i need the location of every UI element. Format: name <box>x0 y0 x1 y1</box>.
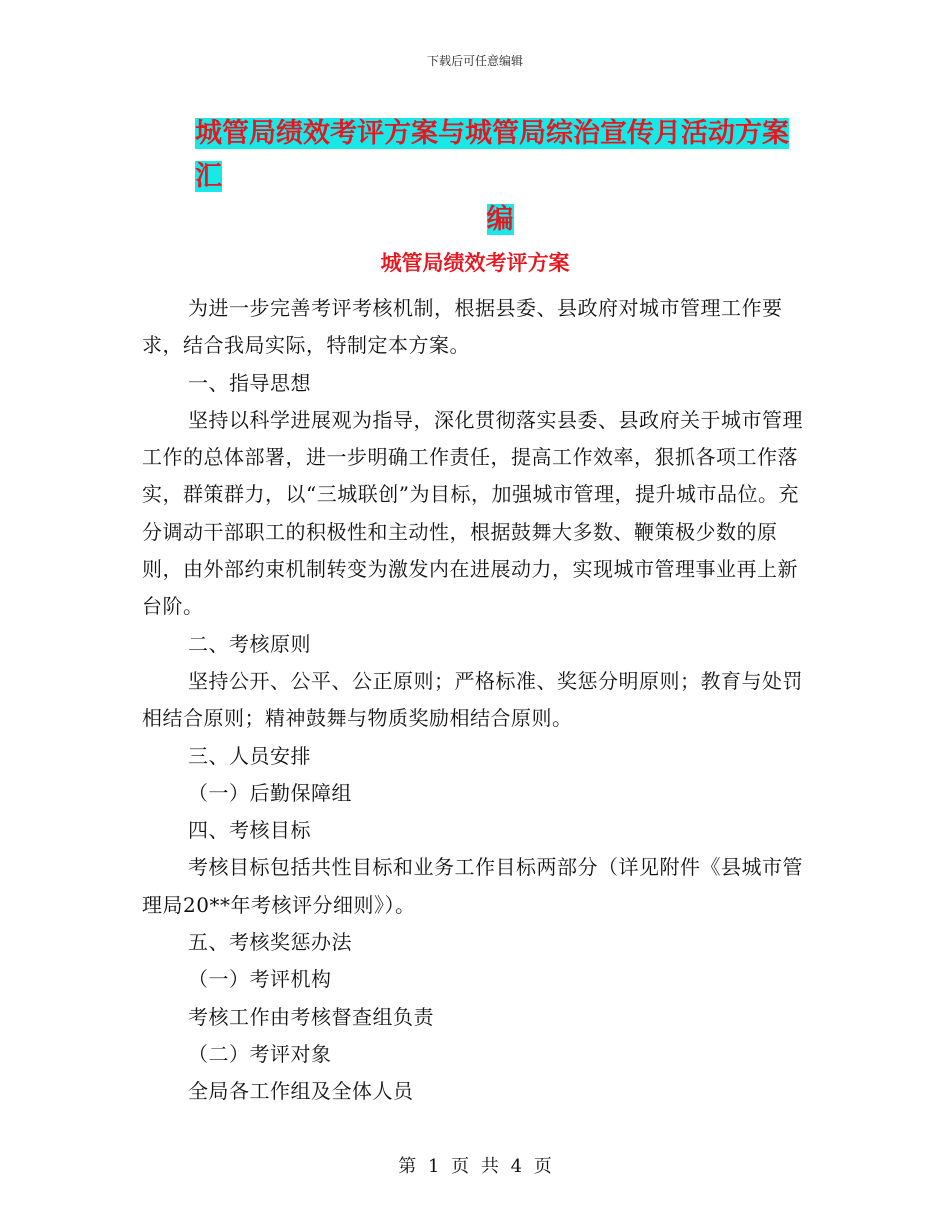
title-line-1: 城管局绩效考评方案与城管局综治宣传月活动方案汇 <box>195 118 789 192</box>
paragraph-intro: 为进一步完善考评考核机制，根据县委、县政府对城市管理工作要求，结合我局实际，特制定本方案。 <box>142 296 783 358</box>
heading-assessment-targets: 四、考核目标 <box>188 818 311 843</box>
paragraph-assessment-subjects: 全局各工作组及全体人员 <box>188 1079 414 1104</box>
document-body <box>142 290 812 1111</box>
heading-guiding-thought: 一、指导思想 <box>188 370 311 395</box>
item-logistics-group: （一）后勤保障组 <box>188 780 352 805</box>
paragraph-assessment-body: 考核工作由考核督查组负责 <box>188 1004 434 1029</box>
page-number: 第 1 页 共 4 页 <box>398 1156 552 1177</box>
heading-assessment-principles: 二、考核原则 <box>188 631 311 656</box>
heading-rewards-penalties: 五、考核奖惩办法 <box>188 930 352 955</box>
paragraph-guiding-thought: 坚持以科学进展观为指导，深化贯彻落实县委、县政府关于城市管理工作的总体部署，进一步明确工作责任，提高工作效率，狠抓各项工作落实，群策群力，以“三城联创”为目标，加强城市管理，提升城市品位。充分调动干部职工的积极性和主动性，根据鼓舞大多数、鞭策极少数的原则，由外部约束机制转变为激发内在进展动力，实现城市管理事业再上新台阶。 <box>142 407 803 619</box>
paragraph-assessment-principles: 坚持公开、公平、公正原则；严格标准、奖惩分明原则；教育与处罚相结合原则；精神鼓舞与物质奖励相结合原则。 <box>142 668 803 731</box>
paragraph-assessment-targets: 考核目标包括共性目标和业务工作目标两部分（详见附件《县城市管理局20**年考核评分细则》）。 <box>142 855 803 917</box>
item-assessment-body: （一）考评机构 <box>188 967 332 992</box>
document-title <box>195 112 805 241</box>
title-line-2: 编 <box>486 204 514 235</box>
header-note: 下载后可任意编辑 <box>426 54 523 68</box>
heading-staffing: 三、人员安排 <box>188 743 311 768</box>
section-title: 城管局绩效考评方案 <box>380 251 570 275</box>
item-assessment-subjects: （二）考评对象 <box>188 1041 332 1066</box>
